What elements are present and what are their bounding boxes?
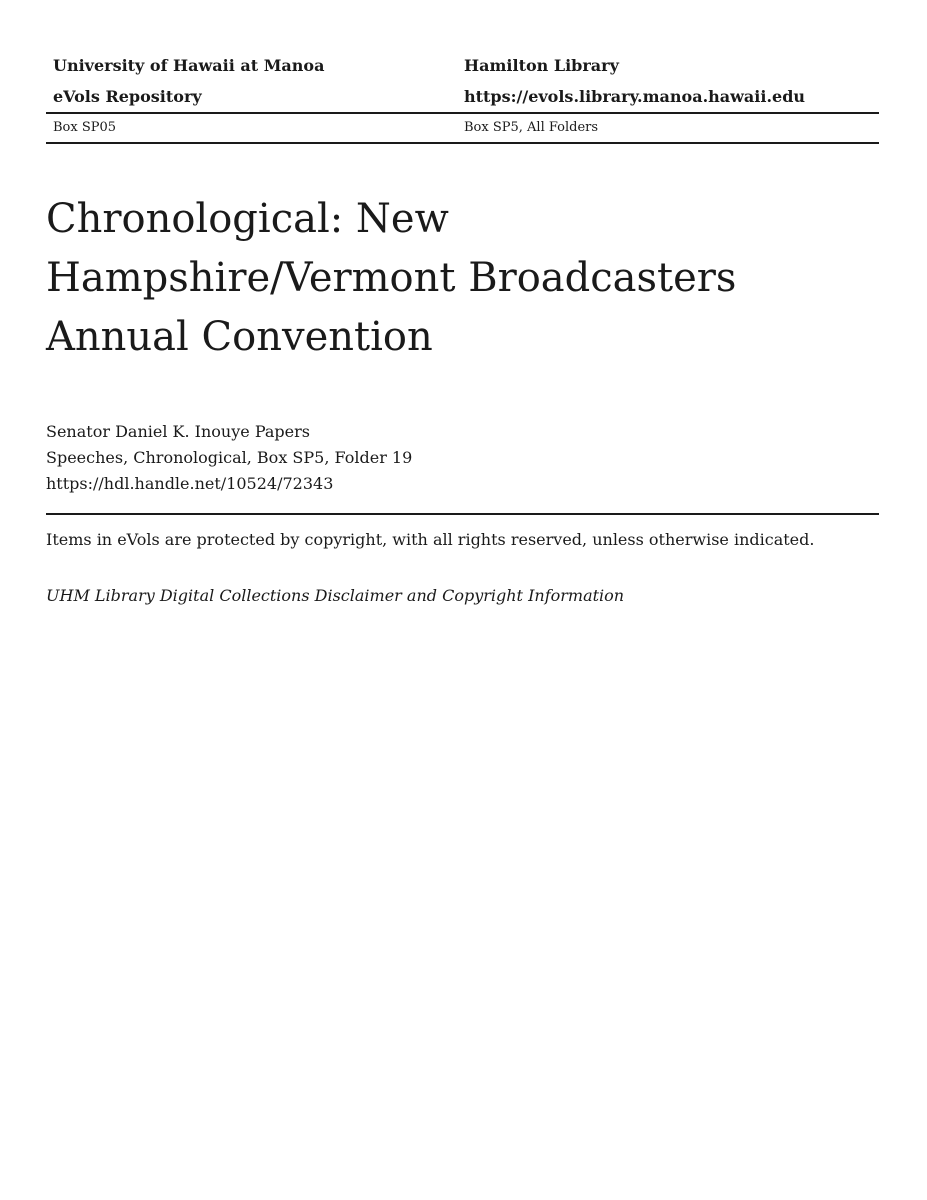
library-name: Hamilton Library — [464, 56, 619, 75]
header-row-institution — [46, 50, 879, 81]
header-row-repository — [46, 81, 879, 112]
box-label-right: Box SP5, All Folders — [464, 120, 599, 135]
document-header — [46, 50, 879, 144]
handle-link[interactable]: https://hdl.handle.net/10524/72343 — [46, 474, 334, 493]
title-line-2: Hampshire/Vermont Broadcasters — [46, 255, 737, 301]
repository-url[interactable]: https://evols.library.manoa.hawaii.edu — [464, 87, 806, 106]
institution-name: University of Hawaii at Manoa — [53, 56, 325, 75]
rights-statement: Items in eVols are protected by copyright, with all rights reserved, unless otherwise indicated. — [46, 530, 815, 549]
section-divider — [46, 513, 879, 515]
document-title — [46, 190, 806, 367]
header-bottom-rule — [46, 142, 879, 144]
collection-name: Senator Daniel K. Inouye Papers — [46, 422, 310, 441]
title-line-3: Annual Convention — [46, 314, 433, 360]
title-line-1: Chronological: New — [46, 196, 449, 242]
disclaimer-link[interactable]: UHM Library Digital Collections Disclaimer and Copyright Information — [46, 586, 625, 605]
document-metadata — [46, 419, 412, 497]
repository-name: eVols Repository — [53, 87, 202, 106]
series-info: Speeches, Chronological, Box SP5, Folder 19 — [46, 448, 413, 467]
box-label-left: Box SP05 — [53, 120, 117, 135]
header-row-box — [46, 114, 879, 142]
